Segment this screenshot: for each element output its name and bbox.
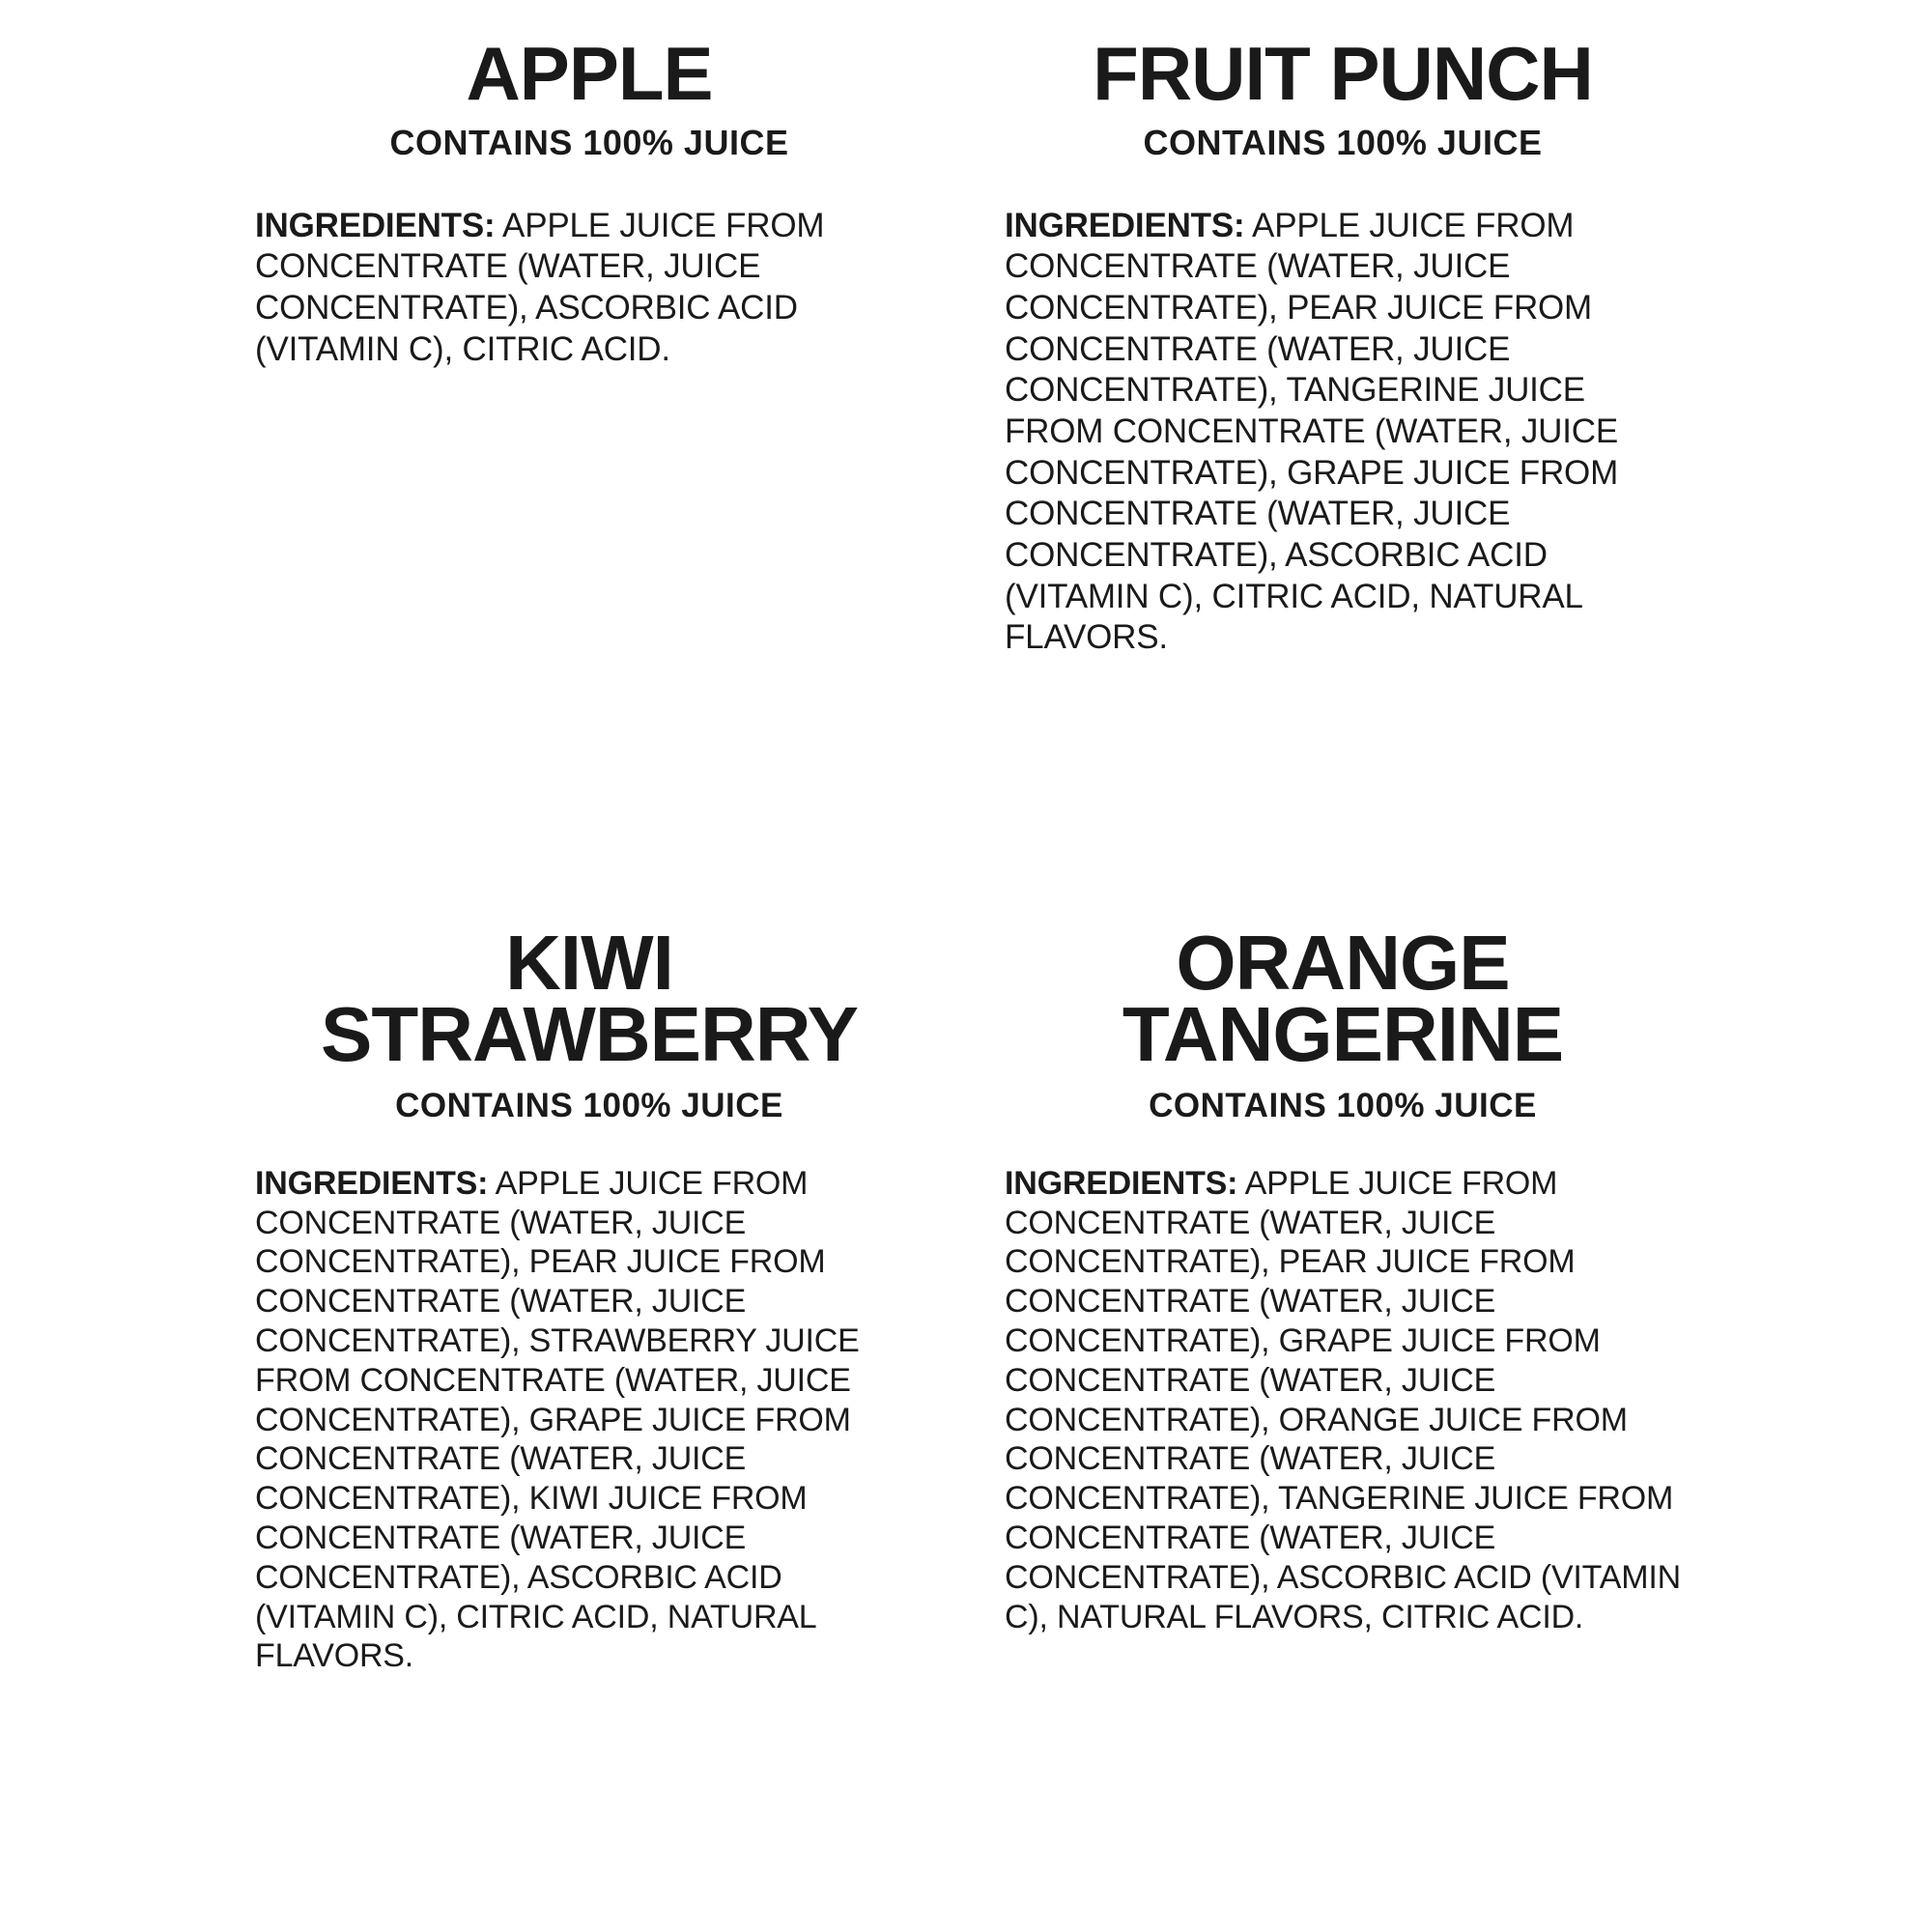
- ingredients-label: INGREDIENTS:: [255, 1164, 489, 1202]
- ingredients-text: [242, 206, 937, 371]
- ingredients-list: APPLE JUICE FROM CONCENTRATE (WATER, JUICE CONCENTRATE), PEAR JUICE FROM CONCENTRATE (WATER, JUICE CONCENTRATE), TANGERINE JUICE FROM CONCENTRATE (WATER, JUICE CONCENTRATE), GRAPE JUICE FROM CONCENTRATE (WATER, JUICE CONCENTRATE), ASCORBIC ACID (VITAMIN C), CITRIC ACID, NATURAL FLAVORS.: [1005, 206, 1619, 657]
- ingredients-text: [995, 206, 1690, 660]
- ingredients-label: INGREDIENTS:: [1005, 1164, 1238, 1202]
- ingredients-list: APPLE JUICE FROM CONCENTRATE (WATER, JUICE CONCENTRATE), PEAR JUICE FROM CONCENTRATE (WATER, JUICE CONCENTRATE), GRAPE JUICE FROM CONCENTRATE (WATER, JUICE CONCENTRATE), ORANGE JUICE FROM CONCENTRATE (WATER, JUICE CONCENTRATE), TANGERINE JUICE FROM CONCENTRATE (WATER, JUICE CONCENTRATE), ASCORBIC ACID (VITAMIN C), NATURAL FLAVORS, CITRIC ACID.: [1005, 1164, 1681, 1635]
- juice-claim: CONTAINS 100% JUICE: [1143, 122, 1543, 162]
- ingredients-text: [995, 1164, 1690, 1637]
- juice-claim: CONTAINS 100% JUICE: [1149, 1086, 1537, 1124]
- flavor-title: ORANGE TANGERINE: [1122, 920, 1564, 1078]
- juice-claim: CONTAINS 100% JUICE: [395, 1086, 783, 1124]
- flavor-panel-orange-tangerine: [995, 920, 1690, 1893]
- flavor-panel-apple: [242, 31, 937, 927]
- ingredients-list: APPLE JUICE FROM CONCENTRATE (WATER, JUICE CONCENTRATE), ASCORBIC ACID (VITAMIN C), CITRIC ACID.: [255, 206, 825, 368]
- flavor-panel-fruit-punch: [995, 31, 1690, 927]
- flavor-panel-kiwi-strawberry: [242, 920, 937, 1893]
- ingredients-label: INGREDIENTS:: [255, 206, 496, 244]
- flavor-title: KIWI STRAWBERRY: [321, 920, 858, 1078]
- flavor-title: APPLE: [466, 31, 713, 116]
- ingredients-list: APPLE JUICE FROM CONCENTRATE (WATER, JUICE CONCENTRATE), PEAR JUICE FROM CONCENTRATE (WATER, JUICE CONCENTRATE), STRAWBERRY JUICE FROM CONCENTRATE (WATER, JUICE CONCENTRATE), GRAPE JUICE FROM CONCENTRATE (WATER, JUICE CONCENTRATE), KIWI JUICE FROM CONCENTRATE (WATER, JUICE CONCENTRATE), ASCORBIC ACID (VITAMIN C), CITRIC ACID, NATURAL FLAVORS.: [255, 1164, 860, 1675]
- flavor-title: FRUIT PUNCH: [1093, 31, 1593, 116]
- ingredients-text: [242, 1164, 937, 1676]
- ingredients-label: INGREDIENTS:: [1005, 206, 1245, 244]
- juice-claim: CONTAINS 100% JUICE: [389, 122, 789, 162]
